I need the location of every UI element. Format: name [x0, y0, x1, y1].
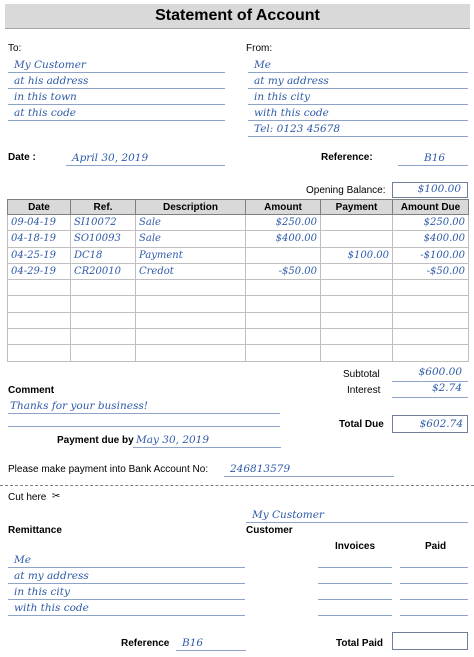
remittance-address-block [8, 552, 245, 616]
table-row [8, 247, 469, 263]
reference-field[interactable]: B16 [398, 150, 468, 166]
table-row [8, 296, 469, 312]
cell-amount[interactable]: $250.00 [246, 215, 321, 231]
column-header-description: Description [136, 200, 246, 215]
remit-reference-label: Reference [121, 638, 170, 649]
column-header-amount: Amount [246, 200, 321, 215]
cell-payment[interactable] [321, 312, 393, 328]
from-line[interactable]: Me [248, 57, 468, 73]
cell-ref[interactable]: CR20010 [71, 263, 136, 279]
remittance-line[interactable]: at my address [8, 568, 245, 584]
comment-field[interactable]: Thanks for your business! [8, 398, 280, 414]
subtotal-field[interactable]: $600.00 [392, 366, 468, 382]
remittance-label: Remittance [8, 525, 62, 536]
table-row [8, 345, 469, 361]
cell-amount[interactable]: -$50.00 [246, 263, 321, 279]
transactions-table [7, 199, 469, 362]
date-field[interactable]: April 30, 2019 [66, 150, 225, 166]
cell-ref[interactable] [71, 312, 136, 328]
cell-payment[interactable] [321, 280, 393, 296]
paid-column [400, 552, 468, 616]
cell-ref[interactable]: DC18 [71, 247, 136, 263]
paid-entry[interactable] [400, 552, 468, 568]
cell-amount-due[interactable] [393, 329, 469, 345]
total-paid-label: Total Paid [336, 638, 384, 649]
cell-description[interactable]: Credot [136, 263, 246, 279]
cell-amount[interactable] [246, 247, 321, 263]
cut-line [0, 485, 474, 486]
total-due-field[interactable]: $602.74 [392, 415, 468, 433]
total-paid-field[interactable] [392, 632, 468, 650]
bank-label: Please make payment into Bank Account No: [8, 464, 209, 475]
to-line[interactable]: at this code [8, 105, 225, 121]
column-header-payment: Payment [321, 200, 393, 215]
paid-label: Paid [425, 541, 447, 552]
cell-date[interactable]: 04-29-19 [8, 263, 71, 279]
cell-amount[interactable] [246, 312, 321, 328]
from-line[interactable]: in this city [248, 89, 468, 105]
cell-description[interactable]: Payment [136, 247, 246, 263]
cell-amount-due[interactable]: $400.00 [393, 231, 469, 247]
from-label: From: [246, 43, 273, 54]
invoice-entry[interactable] [318, 568, 392, 584]
opening-balance-label: Opening Balance: [306, 185, 386, 196]
date-label: Date : [8, 152, 36, 163]
cell-payment[interactable] [321, 215, 393, 231]
to-label: To: [8, 43, 22, 54]
cell-payment[interactable] [321, 296, 393, 312]
remittance-line[interactable]: with this code [8, 600, 245, 616]
cell-amount[interactable]: $400.00 [246, 231, 321, 247]
cell-amount[interactable] [246, 280, 321, 296]
invoices-column [318, 552, 392, 616]
cell-amount-due[interactable] [393, 296, 469, 312]
invoice-entry[interactable] [318, 584, 392, 600]
comment-second-line [8, 426, 280, 427]
cell-amount-due[interactable] [393, 280, 469, 296]
cell-amount-due[interactable]: -$100.00 [393, 247, 469, 263]
from-line[interactable]: Tel: 0123 45678 [248, 121, 468, 137]
cell-amount-due[interactable] [393, 345, 469, 361]
cell-description[interactable] [136, 296, 246, 312]
cell-ref[interactable] [71, 280, 136, 296]
cell-date[interactable] [8, 329, 71, 345]
subtotal-label: Subtotal [343, 369, 380, 380]
column-header-date: Date [8, 200, 71, 215]
invoices-label: Invoices [335, 541, 376, 552]
cell-payment[interactable]: $100.00 [321, 247, 393, 263]
cell-payment[interactable] [321, 263, 393, 279]
cell-amount[interactable] [246, 345, 321, 361]
cell-amount[interactable] [246, 329, 321, 345]
paid-entry[interactable] [400, 568, 468, 584]
total-due-label: Total Due [339, 419, 384, 430]
to-address-block [8, 57, 225, 121]
cell-amount[interactable] [246, 296, 321, 312]
customer-label: Customer [246, 525, 293, 536]
table-row [8, 329, 469, 345]
scissors-icon: ✂ [52, 491, 61, 502]
cell-date[interactable] [8, 345, 71, 361]
cell-ref[interactable]: SI10072 [71, 215, 136, 231]
cell-date[interactable] [8, 280, 71, 296]
to-line[interactable]: My Customer [8, 57, 225, 73]
payment-due-label: Payment due by [57, 435, 134, 446]
cell-amount-due[interactable]: -$50.00 [393, 263, 469, 279]
cell-date[interactable] [8, 296, 71, 312]
cell-description[interactable]: Sale [136, 231, 246, 247]
table-row [8, 215, 469, 231]
cell-ref[interactable] [71, 345, 136, 361]
paid-entry[interactable] [400, 600, 468, 616]
to-line[interactable]: in this town [8, 89, 225, 105]
remittance-line[interactable]: Me [8, 552, 245, 568]
cell-amount-due[interactable]: $250.00 [393, 215, 469, 231]
cell-payment[interactable] [321, 345, 393, 361]
cell-description[interactable] [136, 345, 246, 361]
cell-description[interactable] [136, 312, 246, 328]
bank-account-field[interactable]: 246813579 [224, 461, 394, 477]
cell-description[interactable]: Sale [136, 215, 246, 231]
payment-due-field[interactable]: May 30, 2019 [133, 432, 281, 448]
cell-date[interactable]: 04-18-19 [8, 231, 71, 247]
customer-field[interactable]: My Customer [246, 507, 468, 523]
cell-description[interactable] [136, 329, 246, 345]
remittance-line[interactable]: in this city [8, 584, 245, 600]
table-header-row [8, 200, 469, 215]
reference-label: Reference: [321, 152, 373, 163]
table-row [8, 312, 469, 328]
remit-reference-field[interactable]: B16 [176, 635, 246, 651]
cell-payment[interactable] [321, 329, 393, 345]
invoice-entry[interactable] [318, 600, 392, 616]
from-line[interactable]: at my address [248, 73, 468, 89]
column-header-ref: Ref. [71, 200, 136, 215]
comment-label: Comment [8, 385, 55, 396]
table-row [8, 231, 469, 247]
cell-description[interactable] [136, 280, 246, 296]
statement-title-bar [5, 4, 470, 29]
cell-ref[interactable] [71, 296, 136, 312]
cell-date[interactable]: 04-25-19 [8, 247, 71, 263]
column-header-amount-due: Amount Due [393, 200, 469, 215]
opening-balance-field[interactable]: $100.00 [392, 182, 468, 198]
page-title: Statement of Account [155, 7, 320, 24]
from-address-block [248, 57, 468, 137]
interest-field[interactable]: $2.74 [392, 382, 468, 398]
cell-amount-due[interactable] [393, 312, 469, 328]
paid-entry[interactable] [400, 584, 468, 600]
to-line[interactable]: at his address [8, 73, 225, 89]
interest-label: Interest [347, 385, 381, 396]
cell-payment[interactable] [321, 231, 393, 247]
cell-date[interactable] [8, 312, 71, 328]
cell-ref[interactable]: SO10093 [71, 231, 136, 247]
invoice-entry[interactable] [318, 552, 392, 568]
from-line[interactable]: with this code [248, 105, 468, 121]
cut-here-label: Cut here [8, 492, 47, 503]
table-row [8, 280, 469, 296]
cell-ref[interactable] [71, 329, 136, 345]
cell-date[interactable]: 09-04-19 [8, 215, 71, 231]
table-row [8, 263, 469, 279]
